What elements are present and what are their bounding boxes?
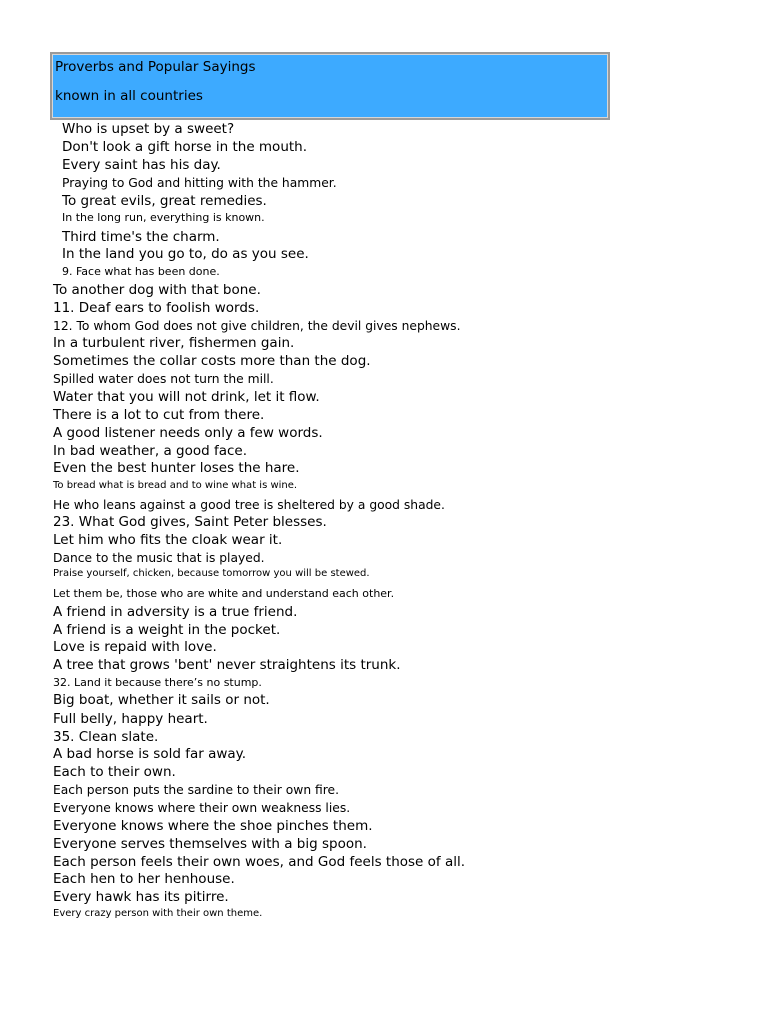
proverb-item: Every saint has his day. — [62, 157, 221, 173]
proverb-item: Every hawk has its pitirre. — [53, 889, 229, 905]
proverb-item: 9. Face what has been done. — [62, 265, 220, 278]
proverb-item: Don't look a gift horse in the mouth. — [62, 139, 308, 155]
proverb-item: Love is repaid with love. — [53, 639, 217, 655]
proverb-item: Each person puts the sardine to their own fire. — [53, 783, 340, 797]
proverb-item: He who leans against a good tree is sheltered by a good shade. — [53, 498, 445, 512]
proverb-item: A bad horse is sold far away. — [53, 746, 247, 762]
proverb-item: In a turbulent river, fishermen gain. — [53, 335, 295, 351]
proverb-item: 35. Clean slate. — [53, 729, 159, 745]
proverb-item: Everyone knows where the shoe pinches them. — [53, 818, 373, 834]
proverb-item: To another dog with that bone. — [53, 282, 261, 298]
proverb-item: Praise yourself, chicken, because tomorrow you will be stewed. — [53, 568, 370, 579]
proverb-item: Each to their own. — [53, 764, 176, 780]
proverb-item: 23. What God gives, Saint Peter blesses. — [53, 514, 327, 530]
proverb-item: To great evils, great remedies. — [62, 193, 267, 209]
proverb-item: Let them be, those who are white and understand each other. — [53, 587, 395, 600]
proverb-item: A tree that grows 'bent' never straightens its trunk. — [53, 657, 401, 673]
proverb-item: Third time's the charm. — [62, 229, 220, 245]
document-title: Proverbs and Popular Sayings — [55, 59, 256, 75]
proverb-item: To bread what is bread and to wine what is wine. — [53, 480, 298, 491]
document-subtitle: known in all countries — [55, 88, 203, 104]
proverb-item: Who is upset by a sweet? — [62, 121, 235, 137]
proverb-item: Big boat, whether it sails or not. — [53, 692, 270, 708]
proverb-item: Praying to God and hitting with the hammer. — [62, 176, 337, 190]
proverb-item: 32. Land it because there’s no stump. — [53, 676, 262, 689]
proverb-item: Each person feels their own woes, and God feels those of all. — [53, 854, 466, 870]
proverb-item: 11. Deaf ears to foolish words. — [53, 300, 260, 316]
proverb-item: Everyone knows where their own weakness lies. — [53, 801, 351, 815]
proverb-item: A good listener needs only a few words. — [53, 425, 323, 441]
proverb-item: 12. To whom God does not give children, the devil gives nephews. — [53, 319, 461, 333]
proverb-item: In the land you go to, do as you see. — [62, 246, 309, 262]
proverb-item: Spilled water does not turn the mill. — [53, 372, 274, 386]
proverb-item: Let him who fits the cloak wear it. — [53, 532, 283, 548]
proverb-item: A friend is a weight in the pocket. — [53, 622, 281, 638]
proverb-item: Every crazy person with their own theme. — [53, 908, 263, 919]
proverb-item: Water that you will not drink, let it flow. — [53, 389, 320, 405]
proverb-item: In bad weather, a good face. — [53, 443, 247, 459]
proverb-item: Sometimes the collar costs more than the dog. — [53, 353, 371, 369]
proverb-item: Dance to the music that is played. — [53, 551, 265, 565]
proverb-item: Each hen to her henhouse. — [53, 871, 235, 887]
proverb-item: Everyone serves themselves with a big spoon. — [53, 836, 367, 852]
proverb-item: There is a lot to cut from there. — [53, 407, 265, 423]
proverb-item: In the long run, everything is known. — [62, 211, 265, 224]
proverb-item: Full belly, happy heart. — [53, 711, 208, 727]
proverb-item: Even the best hunter loses the hare. — [53, 460, 300, 476]
proverb-item: A friend in adversity is a true friend. — [53, 604, 298, 620]
